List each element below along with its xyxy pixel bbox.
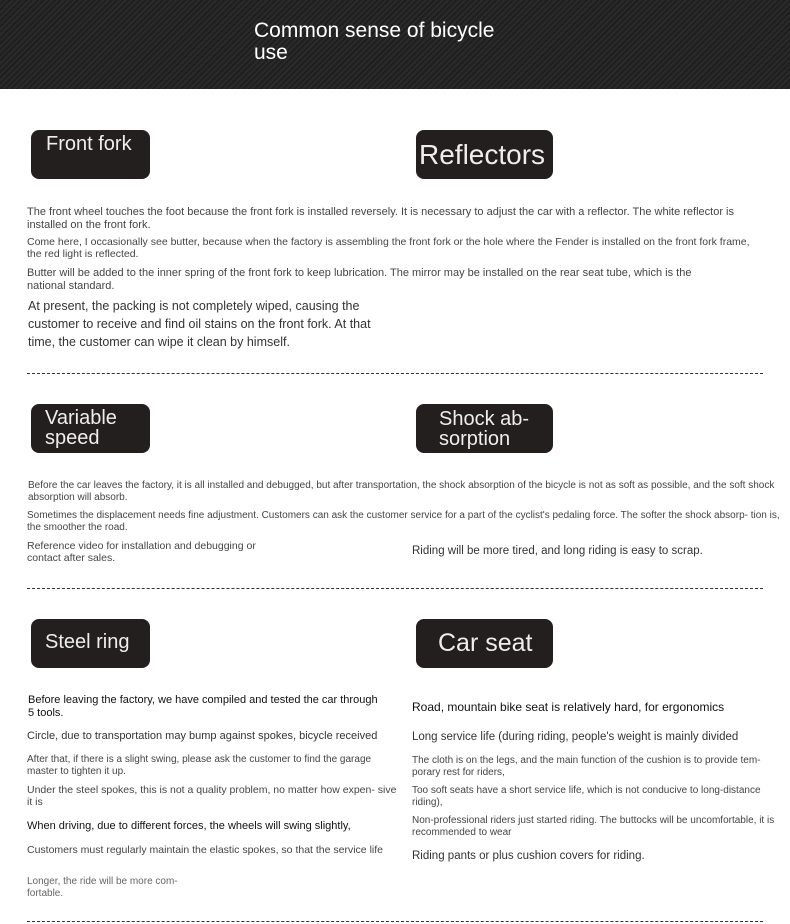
- steel-ring-text-1: Before leaving the factory, we have compiled and tested the car through 5 tools.: [28, 694, 378, 719]
- shock-absorption-heading: [416, 404, 553, 453]
- car-seat-heading-label: Car seat: [438, 629, 533, 657]
- front-fork-heading: [31, 130, 150, 179]
- front-fork-text-1: The front wheel touches the foot because the front fork is installed reversely. It is necessary to adjust the car with a reflector. The white reflector is installed on the front fork.: [27, 206, 734, 231]
- reflectors-heading-label: Reflectors: [419, 139, 546, 170]
- steel-ring-heading-label: Steel ring: [45, 631, 130, 653]
- variable-speed-heading-label: Variable speed: [45, 407, 117, 449]
- car-seat-text-6: Riding pants or plus cushion covers for riding.: [412, 850, 645, 862]
- steel-ring-text-2: Circle, due to transportation may bump against spokes, bicycle received: [27, 730, 378, 742]
- shock-absorption-heading-label: Shock ab- sorption: [439, 408, 530, 450]
- variable-speed-heading: [31, 404, 150, 453]
- front-fork-text-4: At present, the packing is not completely wiped, causing the customer to receive and find oil stains on the front fork. At that time, the customer can wipe it clean by himself.: [28, 299, 371, 349]
- car-seat-text-4: Too soft seats have a short service life, which is not conducive to long-distance riding),: [412, 785, 761, 808]
- variable-speed-text-3: Reference video for installation and debugging or contact after sales.: [27, 540, 256, 564]
- variable-speed-text-2: Sometimes the displacement needs fine adjustment. Customers can ask the customer service for a part of the cyclist's pedaling force. The softer the shock absorp- tion is, the smoother the road.: [27, 510, 780, 533]
- steel-ring-text-4: Under the steel spokes, this is not a quality problem, no matter how expen- sive it is: [27, 784, 397, 808]
- steel-ring-text-5: When driving, due to different forces, the wheels will swing slightly,: [27, 820, 351, 832]
- car-seat-text-1: Road, mountain bike seat is relatively hard, for ergonomics: [412, 700, 725, 714]
- car-seat-text-3: The cloth is on the legs, and the main function of the cushion is to provide tem- porary rest for riders,: [412, 755, 761, 778]
- front-fork-text-2: Come here, I occasionally see butter, because when the factory is assembling the front fork or the hole where the Fender is installed on the front fork frame, the red light is reflected.: [27, 236, 750, 260]
- car-seat-text-2: Long service life (during riding, people's weight is mainly divided: [412, 731, 739, 743]
- header-banner: [0, 0, 790, 89]
- steel-ring-text-3: After that, if there is a slight swing, please ask the customer to find the garage master to tighten it up.: [27, 754, 372, 777]
- reflectors-heading: [416, 130, 553, 179]
- shock-absorption-text-1: Riding will be more tired, and long riding is easy to scrap.: [412, 545, 703, 557]
- car-seat-heading: [416, 619, 553, 668]
- front-fork-text-3: Butter will be added to the inner spring of the front fork to keep lubrication. The mirror may be installed on the rear seat tube, which is the national standard.: [27, 267, 692, 292]
- section-divider-3: [27, 921, 763, 922]
- steel-ring-heading: [31, 619, 150, 668]
- car-seat-text-5: Non-professional riders just started riding. The buttocks will be uncomfortable, it is recommended to wear: [412, 815, 775, 838]
- front-fork-heading-label: Front fork: [46, 133, 132, 155]
- section-divider-1: [27, 373, 763, 374]
- variable-speed-text-1: Before the car leaves the factory, it is all installed and debugged, but after transportation, the shock absorption of the bicycle is not as soft as possible, and the soft shock absorption will absorb.: [28, 480, 775, 503]
- page-title: Common sense of bicycle use: [254, 19, 495, 64]
- section-divider-2: [27, 588, 763, 589]
- steel-ring-text-7: Longer, the ride will be more com- fortable.: [27, 876, 178, 899]
- steel-ring-text-6: Customers must regularly maintain the elastic spokes, so that the service life: [27, 844, 383, 856]
